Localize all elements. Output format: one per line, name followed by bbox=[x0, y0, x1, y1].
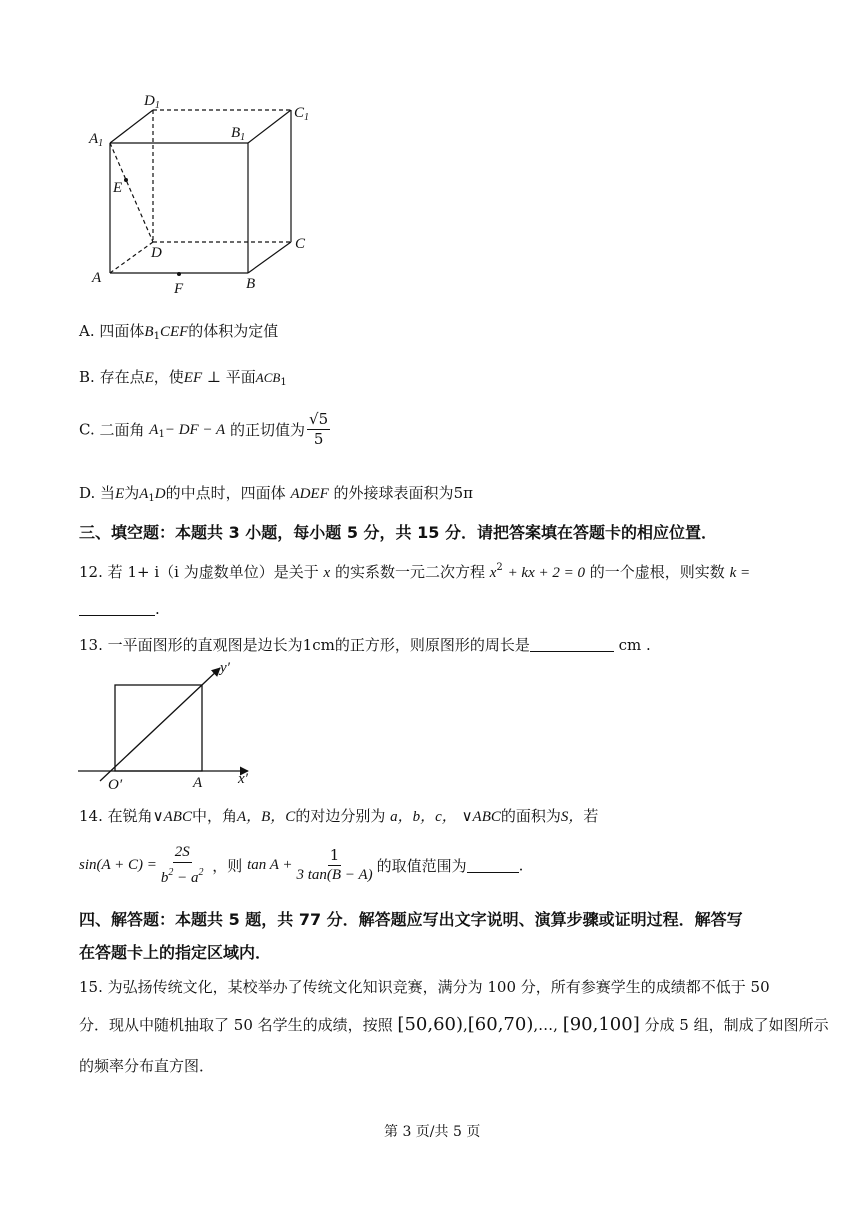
q13-text2: 的正方形，则原图形的周长是 bbox=[334, 636, 530, 654]
q15-dots: … bbox=[538, 1016, 554, 1034]
q14-number: 14. bbox=[79, 807, 103, 825]
option-d-sub: 1 bbox=[148, 493, 155, 504]
q14-f1-den: $b^2 - a^2$ bbox=[160, 867, 204, 886]
option-d-a1: A bbox=[139, 486, 149, 502]
q14-end: . bbox=[518, 856, 524, 875]
q15-interval3: [90,100] bbox=[562, 1014, 640, 1035]
label-b: B bbox=[246, 276, 256, 292]
option-a-text: 四面体 bbox=[99, 322, 145, 340]
label-a1: $A_1$ bbox=[89, 131, 104, 149]
q15-text2b: 分成 5 组，制成了如图所示 bbox=[644, 1016, 829, 1034]
label-a-axis: A bbox=[193, 775, 203, 791]
question-15-line2: 分．现从中随机抽取了 50 名学生的成绩，按照 [50,60),[60,70),…, [90,100] 分成 5 组，制成了如图所示 bbox=[79, 1014, 829, 1035]
point-e bbox=[124, 178, 128, 182]
q14-f1-num: 2S bbox=[173, 843, 192, 863]
option-d-val: 5π bbox=[453, 484, 473, 502]
option-b bbox=[79, 366, 287, 388]
option-c-den: 5 bbox=[313, 430, 324, 448]
section-4-title-line1: 四、解答题：本题共 5 题，共 77 分．解答题应写出文字说明、演算步骤或证明过程．解答写 bbox=[79, 910, 743, 929]
option-b-ef: EF bbox=[183, 370, 203, 386]
option-d-end: 的外接球表面积为 bbox=[333, 484, 454, 502]
q14-text4: 的面积为 bbox=[500, 807, 561, 825]
option-d-e: E bbox=[115, 486, 125, 502]
point-f bbox=[177, 272, 181, 276]
label-f: F bbox=[174, 281, 184, 297]
q13-number: 13. bbox=[79, 636, 103, 654]
q14-f2-num: 1 bbox=[329, 846, 340, 864]
option-a-sub: 1 bbox=[153, 331, 160, 342]
question-14-line1 bbox=[79, 805, 598, 826]
question-15-line1: 15. 为弘扬传统文化，某校举办了传统文化知识竞赛，满分为 100 分，所有参赛学生的成绩都不低于 50 bbox=[79, 978, 770, 996]
q12-end: . bbox=[155, 600, 160, 618]
page-footer: 第 3 页/共 5 页 bbox=[384, 1124, 481, 1140]
label-c1: $C_1$ bbox=[294, 105, 310, 123]
q13-blank[interactable] bbox=[530, 637, 614, 652]
cube-figure bbox=[80, 86, 330, 301]
q14-post: 的取值范围为 bbox=[376, 857, 467, 875]
option-b-acb: ACB bbox=[255, 370, 281, 385]
q14-lhs: sin(A + C) = bbox=[79, 857, 157, 873]
option-b-perp: ⊥ bbox=[206, 368, 221, 386]
option-a-post: 的体积为定值 bbox=[188, 322, 279, 340]
label-e: E bbox=[113, 180, 123, 196]
option-c-mid: 的正切值为 bbox=[230, 421, 306, 439]
question-12 bbox=[79, 561, 750, 582]
option-c-num: √5 bbox=[309, 410, 329, 428]
option-c-fraction bbox=[307, 410, 330, 449]
option-d-label: D. bbox=[79, 484, 96, 502]
option-d-post: 的中点时，四面体 bbox=[165, 484, 286, 502]
section-4-title-line2: 在答题卡上的指定区域内． bbox=[79, 943, 272, 962]
q12-blank[interactable] bbox=[79, 601, 155, 616]
option-a-math: B bbox=[144, 324, 154, 340]
q14-text5: 若 bbox=[583, 807, 599, 825]
q12-value: 1+ i bbox=[127, 563, 160, 581]
option-b-sub: 1 bbox=[280, 377, 287, 388]
q12-text2: （i 为虚数单位）是关于 bbox=[159, 563, 319, 581]
option-d bbox=[79, 482, 473, 504]
q12-eq-x: x bbox=[489, 565, 497, 581]
q14-sides: a，b，c， bbox=[390, 809, 457, 825]
q14-tana: tan A + bbox=[247, 857, 293, 873]
section-3-title: 三、填空题：本题共 3 小题，每小题 5 分，共 15 分．请把答案填在答题卡的相应位置． bbox=[79, 523, 717, 542]
q12-number: 12. bbox=[79, 563, 103, 581]
option-a bbox=[79, 320, 278, 342]
q12-k: k = bbox=[729, 565, 751, 581]
option-d-text: 当 bbox=[100, 484, 116, 502]
option-c-sub: 1 bbox=[158, 428, 165, 440]
q12-answer-line bbox=[79, 600, 160, 618]
q14-text3: 的对边分别为 bbox=[295, 807, 386, 825]
q14-f2-den: 3 tan(B − A) bbox=[296, 867, 373, 883]
option-d-adef: ADEF bbox=[290, 486, 329, 502]
label-o-prime: O′ bbox=[108, 777, 123, 793]
label-d: D bbox=[151, 245, 162, 261]
q15-text2a: 分．现从中随机抽取了 50 名学生的成绩，按照 bbox=[79, 1016, 393, 1034]
option-b-e: E bbox=[144, 370, 154, 386]
option-c bbox=[79, 410, 332, 449]
q12-text3: 的实系数一元二次方程 bbox=[334, 563, 485, 581]
option-c-label: C. bbox=[79, 420, 95, 439]
option-c-text: 二面角 bbox=[99, 421, 145, 439]
option-b-mid: ，使 bbox=[153, 368, 184, 386]
label-x-prime: x′ bbox=[238, 771, 248, 787]
label-b1: $B_1$ bbox=[231, 125, 246, 143]
q12-eq-sup: 2 bbox=[496, 562, 503, 573]
q14-text1: 在锐角 bbox=[107, 807, 153, 825]
q14-triangle: ∨ABC bbox=[152, 809, 192, 825]
label-c: C bbox=[295, 236, 306, 252]
q12-text1: 若 bbox=[107, 563, 123, 581]
option-c-rest: − DF − A bbox=[164, 421, 226, 438]
option-a-label: A. bbox=[79, 322, 95, 340]
q14-triangle2: ∨ABC bbox=[461, 809, 501, 825]
option-b-text: 存在点 bbox=[99, 368, 145, 386]
q14-mid: ，则 bbox=[212, 857, 243, 875]
q13-end: . bbox=[646, 636, 651, 654]
q13-unit1: 1cm bbox=[302, 636, 335, 654]
label-y-prime: y′ bbox=[220, 660, 230, 676]
q13-unit2: cm bbox=[618, 636, 642, 654]
q12-eq-rest: + kx + 2 = 0 bbox=[507, 565, 585, 581]
q12-text4: 的一个虚根，则实数 bbox=[589, 563, 725, 581]
q12-x: x bbox=[323, 565, 331, 581]
label-a: A bbox=[92, 270, 102, 286]
q14-angles: A，B，C bbox=[236, 809, 296, 825]
q13-figure bbox=[72, 656, 272, 796]
option-b-plane: 平面 bbox=[225, 368, 256, 386]
option-a-math2: CEF bbox=[159, 324, 189, 340]
q13-text1: 一平面图形的直观图是边长为 bbox=[107, 636, 303, 654]
q14-fraction2 bbox=[295, 846, 375, 885]
q15-interval1: [50,60) bbox=[397, 1014, 463, 1035]
option-d-d: D bbox=[154, 486, 166, 502]
question-13 bbox=[79, 634, 651, 655]
question-15-line3: 的频率分布直方图． bbox=[79, 1057, 215, 1075]
q15-interval2: [60,70) bbox=[467, 1014, 534, 1035]
q14-s: S， bbox=[560, 809, 584, 825]
q14-text2: 中，角 bbox=[191, 807, 237, 825]
label-d1: $D_1$ bbox=[144, 93, 160, 111]
question-14-line2 bbox=[79, 843, 523, 888]
option-d-mid: 为 bbox=[124, 484, 140, 502]
option-c-a: A bbox=[149, 421, 159, 438]
q14-blank[interactable] bbox=[467, 858, 519, 873]
q14-fraction1 bbox=[159, 843, 206, 888]
option-b-label: B. bbox=[79, 368, 95, 386]
